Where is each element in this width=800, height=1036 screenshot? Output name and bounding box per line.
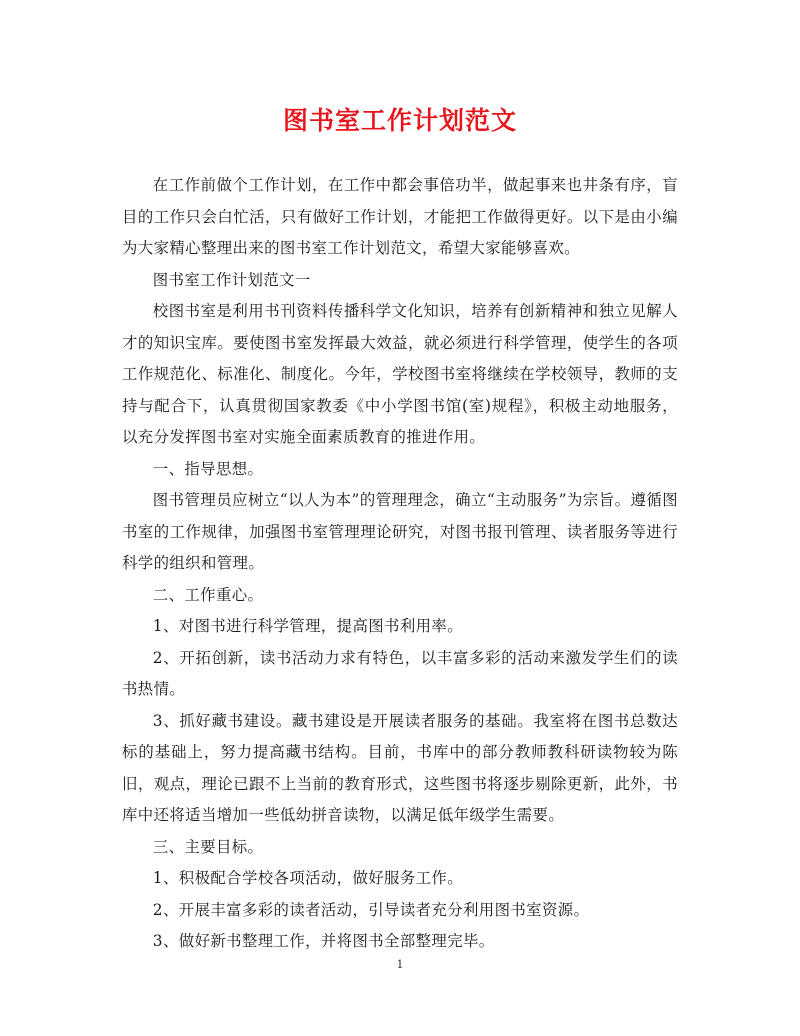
library-purpose-paragraph: 校图书室是利用书刊资料传播科学文化知识，培养有创新精神和独立见解人才的知识宝库。要使图书室发挥最大效益，就必须进行科学管理，使学生的各项工作规范化、标准化、制度化。今年，学校图书室将继续在学校领导，教师的支持与配合下，认真贯彻国家教委《中小学图书馆(室)规程》，积极主动地服务，以充分发挥图书室对实施全面素质教育的推进作用。 <box>122 302 678 446</box>
guiding-ideology-paragraph: 图书管理员应树立“以人为本”的管理理念，确立“主动服务”为宗旨。遵循图书室的工作规律，加强图书室管理理论研究，对图书报刊管理、读者服务等进行科学的组织和管理。 <box>122 491 678 572</box>
heading-work-focus: 二、工作重心。 <box>152 585 264 604</box>
document-title: 图书室工作计划范文 <box>282 106 517 135</box>
main-goals-item-3: 3、做好新书整理工作，并将图书全部整理完毕。 <box>152 932 495 950</box>
work-focus-item-3: 3、抓好藏书建设。藏书建设是开展读者服务的基础。我室将在图书总数达标的基础上，努力提高藏书结构。目前，书库中的部分教师教科研读物较为陈旧，观点，理论已跟不上当前的教育形式，这些图书将逐步剔除更新，此外，书库中还将适当增加一些低幼拼音读物，以满足低年级学生需要。 <box>122 711 678 824</box>
intro-paragraph: 在工作前做个工作计划，在工作中都会事倍功半，做起事来也井条有序，盲目的工作只会白忙活，只有做好工作计划，才能把工作做得更好。以下是由小编为大家精心整理出来的图书室工作计划范文，希望大家能够喜欢。 <box>122 176 678 257</box>
section-heading-sample-one: 图书室工作计划范文一 <box>152 270 311 289</box>
heading-main-goals: 三、主要目标。 <box>152 837 264 856</box>
page-number: 1 <box>396 958 404 971</box>
work-focus-item-2: 2、开拓创新，读书活动力求有特色，以丰富多彩的活动来激发学生们的读书热情。 <box>122 648 678 698</box>
main-goals-item-1: 1、积极配合学校各项活动，做好服务工作。 <box>152 869 464 887</box>
heading-guiding-ideology: 一、指导思想。 <box>152 459 264 478</box>
document-body <box>122 170 678 958</box>
main-goals-item-2: 2、开展丰富多彩的读者活动，引导读者充分利用图书室资源。 <box>152 900 590 919</box>
work-focus-item-1: 1、对图书进行科学管理，提高图书利用率。 <box>152 617 464 635</box>
